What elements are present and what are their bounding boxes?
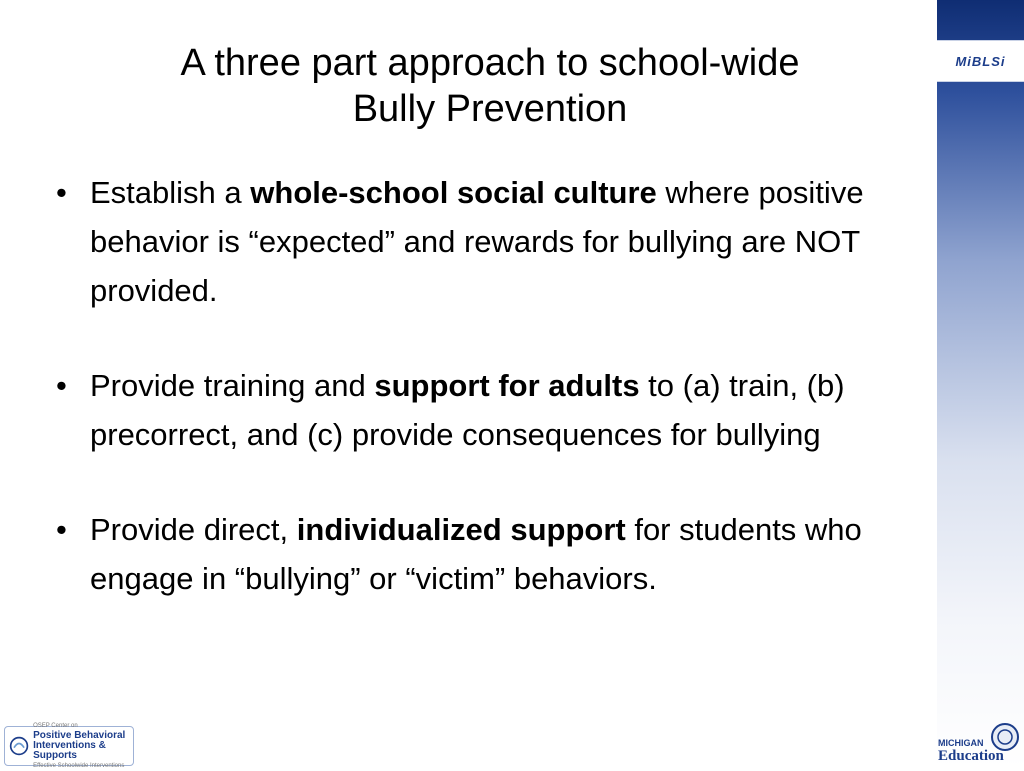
bullet-text-pre: Provide training and — [90, 368, 375, 403]
pbis-logo-title-2: Interventions & Supports — [33, 740, 106, 761]
decorative-sidebar — [937, 0, 1024, 768]
bullet-text-post: where positive behavior is “expected” and rewards for bullying are NOT provided. — [90, 175, 864, 308]
mblsi-logo — [937, 40, 1024, 82]
pbis-logo-tagline: Effective Schoolwide Interventions — [33, 763, 125, 769]
pbis-logo — [4, 723, 134, 769]
bullet-text-bold: whole-school social culture — [250, 175, 657, 210]
title-line-1: A three part approach to school-wide — [180, 42, 800, 84]
pbis-logo-caption: OSEP Center on — [33, 723, 78, 729]
bullet-marker: • — [56, 512, 67, 547]
bullet-text-post: for students who engage in “bullying” or “victim” behaviors. — [90, 512, 862, 596]
bullet-text-pre: Establish a — [90, 175, 251, 210]
bullet-text-bold: support for adults — [374, 368, 640, 403]
bullet-marker: • — [56, 368, 67, 403]
bullet-text-bold: individualized support — [296, 512, 626, 547]
bullet-item — [52, 361, 932, 459]
bullet-text-post: to (a) train, (b) precorrect, and (c) provide consequences for bullying — [90, 368, 845, 452]
bullet-marker: • — [56, 175, 67, 210]
mblsi-logo-text: MiBLSi — [955, 53, 1006, 69]
pbis-logo-title-1: Positive Behavioral — [33, 730, 126, 741]
bullet-item — [52, 505, 932, 603]
bullet-list — [52, 168, 932, 649]
title-line-2: Bully Prevention — [352, 88, 628, 130]
pbis-logo-icon — [9, 734, 29, 758]
bullet-item — [52, 168, 932, 315]
slide-title — [40, 40, 940, 132]
mde-logo-bottom: Education — [938, 748, 1004, 764]
bullet-text-pre: Provide direct, — [90, 512, 297, 547]
mde-logo-top: MICHIGAN — [938, 738, 984, 748]
michigan-education-logo — [938, 722, 1022, 766]
